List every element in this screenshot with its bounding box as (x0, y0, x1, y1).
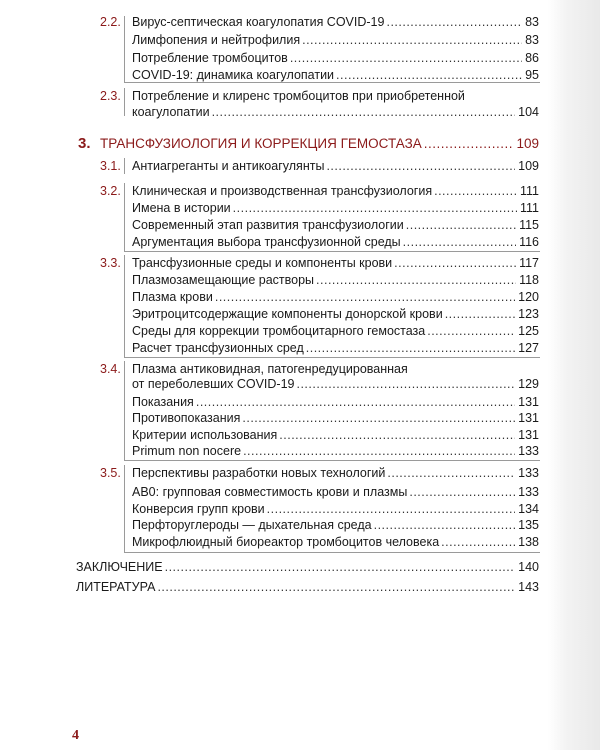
entry-page: 109 (518, 159, 539, 173)
entry-page: 95 (525, 68, 539, 82)
toc-entry-3-4-b[interactable] (132, 411, 539, 426)
entry-title: Эритроцитсодержащие компоненты донорской крови (132, 307, 443, 321)
leader-dots (290, 51, 522, 66)
section-number: 3.4. (100, 362, 121, 376)
leader-dots (196, 395, 515, 410)
leader-dots (434, 184, 517, 199)
entry-title: Лимфопения и нейтрофилия (132, 33, 301, 47)
entry-title: Плазма крови (132, 290, 213, 304)
leader-dots (279, 428, 515, 443)
entry-title: АВ0: групповая совместимость крови и плазмы (132, 485, 408, 499)
chapter-number: 3. (78, 135, 91, 152)
leader-dots (233, 201, 517, 216)
toc-entry-3-3-b[interactable] (132, 290, 539, 305)
section-bracket (124, 183, 125, 251)
entry-title: Противопоказания (132, 411, 241, 425)
entry-title: Имена в истории (132, 201, 231, 215)
entry-page: 83 (525, 33, 539, 47)
leader-dots (441, 535, 515, 550)
toc-entry-3-5-d[interactable] (132, 535, 539, 550)
entry-title: COVID-19: динамика коагулопатии (132, 68, 335, 82)
toc-entry-2-2[interactable] (132, 15, 539, 30)
entry-page: 104 (518, 105, 539, 119)
entry-page: 111 (519, 201, 539, 215)
entry-page: 143 (518, 580, 539, 594)
entry-title: Трансфузионные среды и компоненты крови (132, 256, 393, 270)
entry-title: Антиагреганты и антикоагулянты (132, 159, 325, 173)
toc-entry-3-4-d[interactable] (132, 444, 539, 459)
entry-title: Перфторуглероды — дыхательная среда (132, 518, 372, 532)
entry-page: 133 (518, 485, 539, 499)
leader-dots (165, 560, 516, 575)
entry-page: 133 (518, 466, 539, 480)
entry-page: 133 (518, 444, 539, 458)
entry-page: 131 (518, 428, 539, 442)
entry-title: Критерии использования (132, 428, 278, 442)
toc-entry-2-2-b[interactable] (132, 51, 539, 66)
entry-title: Показания (132, 395, 194, 409)
toc-entry-3-4-c[interactable] (132, 428, 539, 443)
entry-page: 131 (518, 395, 539, 409)
page-number: 4 (72, 728, 79, 743)
entry-page: 86 (525, 51, 539, 65)
toc-entry-chapter-3[interactable] (100, 136, 539, 151)
entry-title: Перспективы разработки новых технологий (132, 466, 386, 480)
section-number: 3.2. (100, 184, 121, 198)
toc-entry-3-3-a[interactable] (132, 273, 539, 288)
entry-title: ТРАНСФУЗИОЛОГИЯ И КОРРЕКЦИЯ ГЕМОСТАЗА (100, 136, 422, 151)
entry-title: Конверсия групп крови (132, 502, 265, 516)
entry-page: 125 (518, 324, 539, 338)
toc-entry-3-1[interactable] (132, 159, 539, 174)
leader-dots (336, 68, 522, 83)
entry-page: 127 (518, 341, 539, 355)
leader-dots (296, 377, 515, 392)
toc-entry-3-4[interactable] (132, 377, 539, 392)
entry-page: 123 (518, 307, 539, 321)
entry-title-line2: от переболевших COVID-19 (132, 377, 295, 391)
leader-dots (326, 159, 515, 174)
entry-page: 109 (516, 136, 539, 151)
toc-entry-3-5[interactable] (132, 466, 539, 481)
entry-page: 140 (518, 560, 539, 574)
entry-title: Плазмозамещающие растворы (132, 273, 315, 287)
entry-page: 138 (518, 535, 539, 549)
entry-page: 135 (518, 518, 539, 532)
leader-dots (445, 307, 515, 322)
leader-dots (242, 411, 515, 426)
toc-entry-3-3[interactable] (132, 256, 539, 271)
entry-title-line1: Плазма антиковидная, патогенредуцированная (132, 362, 408, 376)
entry-page: 120 (518, 290, 539, 304)
entry-title: Клиническая и производственная трансфузиология (132, 184, 433, 198)
section-number: 3.5. (100, 466, 121, 480)
toc-entry-3-3-c[interactable] (132, 307, 539, 322)
entry-page: 129 (518, 377, 539, 391)
leader-dots (212, 105, 516, 120)
entry-title: ЛИТЕРАТУРА (76, 580, 156, 594)
section-number: 3.1. (100, 159, 121, 173)
toc-entry-literature[interactable] (76, 580, 539, 595)
leader-dots (267, 502, 515, 517)
entry-title: Primum non nocere (132, 444, 242, 458)
leader-dots (406, 218, 516, 233)
toc-entry-3-5-b[interactable] (132, 502, 539, 517)
leader-dots (316, 273, 516, 288)
entry-page: 116 (519, 235, 539, 249)
entry-title: ЗАКЛЮЧЕНИЕ (76, 560, 163, 574)
leader-dots (157, 580, 515, 595)
entry-title: Современный этап развития трансфузиологии (132, 218, 404, 232)
entry-page: 131 (518, 411, 539, 425)
section-divider (124, 460, 540, 461)
leader-dots (394, 256, 516, 271)
toc-entry-3-2-b[interactable] (132, 218, 539, 233)
entry-page: 111 (519, 184, 539, 198)
leader-dots (306, 341, 515, 356)
section-number: 2.3. (100, 89, 121, 103)
leader-dots (427, 324, 515, 339)
leader-dots (374, 518, 516, 533)
entry-title-line1: Потребление и клиренс тромбоцитов при приобретенной (132, 89, 465, 103)
toc-entry-3-5-c[interactable] (132, 518, 539, 533)
toc-entry-3-3-d[interactable] (132, 324, 539, 339)
section-divider (124, 552, 540, 553)
toc-entry-3-5-a[interactable] (132, 485, 539, 500)
leader-dots (387, 466, 515, 481)
leader-dots (215, 290, 515, 305)
section-divider (124, 357, 540, 358)
entry-page: 83 (525, 15, 539, 29)
toc-entry-2-3[interactable] (132, 105, 539, 120)
toc-entry-3-3-e[interactable] (132, 341, 539, 356)
entry-page: 115 (519, 218, 539, 232)
entry-title-line2: коагулопатии (132, 105, 210, 119)
section-bracket (124, 158, 125, 174)
toc-entry-3-2[interactable] (132, 184, 539, 199)
leader-dots (243, 444, 515, 459)
toc-entry-2-2-a[interactable] (132, 33, 539, 48)
entry-title: Микрофлюидный биореактор тромбоцитов человека (132, 535, 440, 549)
section-bracket (124, 361, 125, 460)
section-number: 3.3. (100, 256, 121, 270)
entry-title: Потребление тромбоцитов (132, 51, 288, 65)
toc-entry-3-2-a[interactable] (132, 201, 539, 216)
entry-page: 117 (519, 256, 539, 270)
entry-title: Аргументация выбора трансфузионной среды (132, 235, 401, 249)
leader-dots (424, 136, 514, 151)
entry-title: Вирус-септическая коагулопатия COVID-19 (132, 15, 385, 29)
leader-dots (302, 33, 522, 48)
toc-entry-conclusion[interactable] (76, 560, 539, 575)
section-bracket (124, 88, 125, 116)
section-bracket (124, 255, 125, 357)
toc-entry-2-2-c[interactable] (132, 68, 539, 83)
entry-page: 118 (519, 273, 539, 287)
entry-title: Среды для коррекции тромбоцитарного гемостаза (132, 324, 426, 338)
leader-dots (409, 485, 515, 500)
leader-dots (386, 15, 522, 30)
toc-entry-3-4-a[interactable] (132, 395, 539, 410)
entry-page: 134 (518, 502, 539, 516)
section-bracket (124, 465, 125, 552)
entry-title: Расчет трансфузионных сред (132, 341, 304, 355)
toc-entry-3-2-c[interactable] (132, 235, 539, 250)
section-number: 2.2. (100, 15, 121, 29)
section-bracket (124, 16, 125, 82)
leader-dots (403, 235, 516, 250)
section-divider (124, 251, 540, 252)
